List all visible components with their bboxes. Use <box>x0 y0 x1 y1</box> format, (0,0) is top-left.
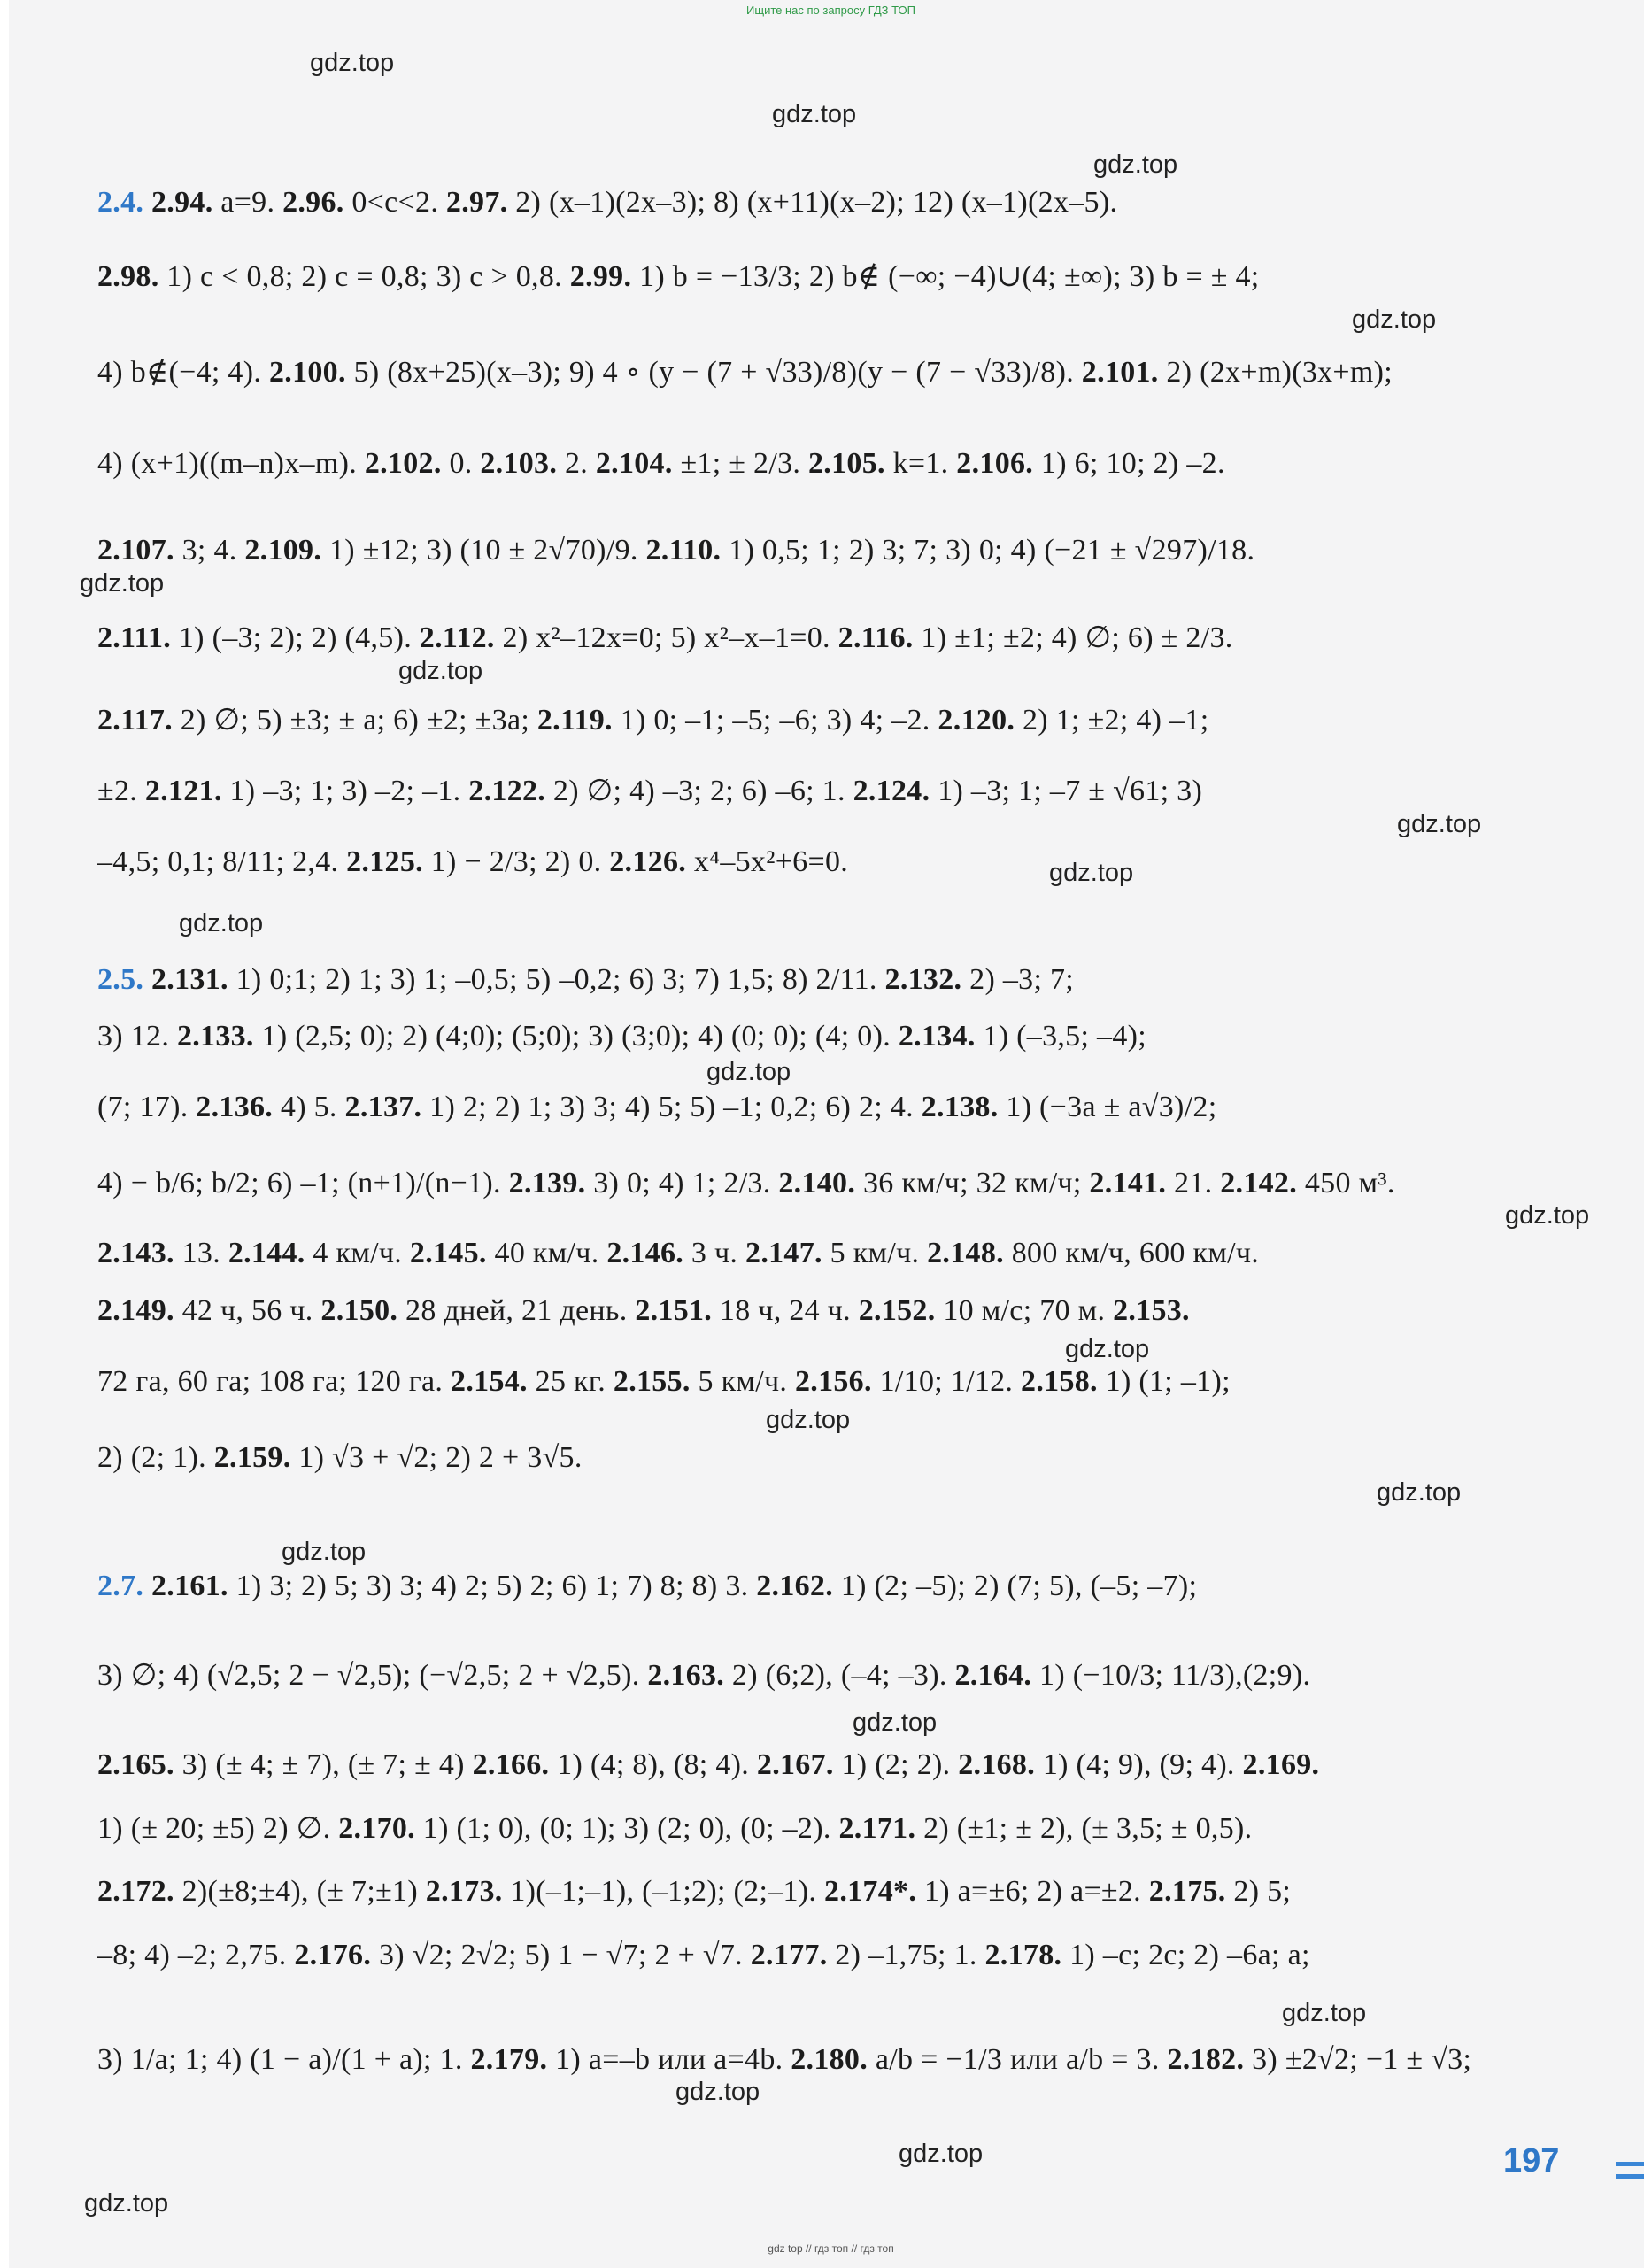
answer-text: 800 км/ч, 600 км/ч. <box>1003 1237 1260 1269</box>
problem-number: 2.146. <box>606 1237 684 1269</box>
problem-number: 2.94. <box>151 186 213 219</box>
answer-text: x⁴–5x²+6=0. <box>686 845 849 878</box>
problem-number: 2.104. <box>595 447 673 480</box>
answer-text: 3; 4. <box>174 534 245 567</box>
watermark: gdz.top <box>80 569 165 598</box>
problem-number: 2.153. <box>1113 1294 1190 1327</box>
page-number: 197 <box>1503 2142 1560 2179</box>
problem-number: 2.180. <box>791 2043 868 2076</box>
answer-text: 28 дней, 21 день. <box>397 1294 636 1327</box>
answer-line <box>97 963 1558 997</box>
problem-number: 2.156. <box>794 1365 872 1398</box>
answer-text: 1)(–1;–1), (–1;2); (2;–1). <box>502 1875 825 1908</box>
answer-text: 0. <box>441 447 481 480</box>
answer-text: 1) –c; 2c; 2) –6a; a; <box>1061 1939 1310 1971</box>
problem-number: 2.97. <box>445 186 508 219</box>
answer-text: 36 км/ч; 32 км/ч; <box>855 1167 1090 1200</box>
answer-text: 1) c < 0,8; 2) c = 0,8; 3) c > 0,8. <box>158 260 570 293</box>
watermark: gdz.top <box>1049 859 1134 887</box>
problem-number: 2.110. <box>645 534 722 567</box>
answer-text: 2. <box>557 447 596 480</box>
answer-text: 2)(±8;±4), (± 7;±1) <box>174 1875 426 1908</box>
problem-number: 2.151. <box>635 1294 713 1327</box>
answer-text: 5 км/ч. <box>690 1365 795 1398</box>
answer-text: 3 ч. <box>683 1237 746 1269</box>
problem-number: 2.164. <box>954 1659 1032 1692</box>
watermark: gdz.top <box>675 2078 760 2106</box>
problem-number: 2.131. <box>151 963 228 996</box>
answer-text: 1) (4; 9), (9; 4). <box>1035 1748 1243 1781</box>
problem-number: 2.124. <box>853 775 930 807</box>
problem-number: 2.175. <box>1148 1875 1226 1908</box>
answer-text: 1) –3; 1; 3) –2; –1. <box>221 775 469 807</box>
watermark: gdz.top <box>853 1709 938 1737</box>
answer-text: 1) (–3; 2); 2) (4,5). <box>171 621 420 654</box>
answer-text: 25 кг. <box>527 1365 614 1398</box>
answer-text: 18 ч, 24 ч. <box>712 1294 859 1327</box>
answer-text: ±1; ± 2/3. <box>672 447 808 480</box>
problem-number: 2.154. <box>451 1365 528 1398</box>
bottom-banner: gdz top // гдз топ // гдз топ <box>768 2242 894 2255</box>
problem-number: 2.133. <box>176 1020 254 1053</box>
watermark: gdz.top <box>766 1406 851 1434</box>
problem-number: 2.96. <box>282 186 344 219</box>
problem-number: 2.143. <box>97 1237 174 1269</box>
watermark: gdz.top <box>706 1058 791 1086</box>
answer-text: 40 км/ч. <box>486 1237 607 1269</box>
problem-number: 2.161. <box>151 1570 228 1602</box>
problem-number: 2.144. <box>228 1237 305 1269</box>
problem-number: 2.142. <box>1220 1167 1298 1200</box>
answer-text: 3) √2; 2√2; 5) 1 − √7; 2 + √7. <box>371 1939 751 1971</box>
answer-text: 21. <box>1166 1167 1221 1200</box>
problem-number: 2.140. <box>778 1167 856 1200</box>
problem-number: 2.125. <box>346 845 423 878</box>
problem-number: 2.158. <box>1021 1365 1098 1398</box>
problem-number: 2.134. <box>898 1020 976 1053</box>
answer-line <box>97 534 1558 567</box>
answer-text: 1) (−10/3; 11/3),(2;9). <box>1031 1659 1311 1692</box>
answer-text: 5) (8x+25)(x–3); 9) 4 ∘ (y − (7 + √33)/8)(y − (7 − √33)/8). <box>345 356 1082 389</box>
answer-line <box>97 1237 1558 1270</box>
answer-text: 1) 2; 2) 1; 3) 3; 4) 5; 5) –1; 0,2; 6) 2; 4. <box>421 1091 922 1123</box>
answer-text: 1) a=–b или a=4b. <box>547 2043 791 2076</box>
answer-text: a=9. <box>212 186 283 219</box>
answer-text: 3) ±2√2; −1 ± √3; <box>1244 2043 1472 2076</box>
problem-number: 2.106. <box>956 447 1034 480</box>
answer-text: 3) 0; 4) 1; 2/3. <box>585 1167 779 1200</box>
answer-text: 3) 12. <box>97 1020 177 1053</box>
answer-text: k=1. <box>884 447 957 480</box>
problem-number: 2.177. <box>750 1939 828 1971</box>
problem-number: 2.168. <box>958 1748 1036 1781</box>
problem-number: 2.101. <box>1081 356 1159 389</box>
problem-number: 2.182. <box>1167 2043 1245 2076</box>
problem-number: 2.116. <box>837 621 914 654</box>
answer-text: 3) 1/a; 1; 4) (1 − a)/(1 + a); 1. <box>97 2043 471 2076</box>
page <box>9 0 1644 2268</box>
answer-text: 1) (–3,5; –4); <box>975 1020 1146 1053</box>
watermark: gdz.top <box>1377 1478 1462 1507</box>
problem-number: 2.173. <box>425 1875 503 1908</box>
answer-text: 450 м³. <box>1297 1167 1395 1200</box>
answer-text: 2) (x–1)(2x–3); 8) (x+11)(x–2); 12) (x–1)(2x–5). <box>507 186 1118 219</box>
page-edge-bar <box>1616 2162 1644 2166</box>
answer-text: 1) 3; 2) 5; 3) 3; 4) 2; 5) 2; 6) 1; 7) 8; 8) 3. <box>228 1570 757 1602</box>
section-label: 2.5. <box>97 963 151 996</box>
problem-number: 2.163. <box>647 1659 725 1692</box>
answer-text: 5 км/ч. <box>822 1237 928 1269</box>
problem-number: 2.109. <box>244 534 322 567</box>
answer-text: 1) − 2/3; 2) 0. <box>422 845 610 878</box>
answer-line <box>97 1020 1558 1053</box>
problem-number: 2.121. <box>144 775 222 807</box>
answer-line <box>97 1748 1558 1782</box>
answer-text: 2) x²–12x=0; 5) x²–x–1=0. <box>494 621 838 654</box>
answer-line <box>97 845 1558 879</box>
answer-text: 1) (−3a ± a√3)/2; <box>998 1091 1217 1123</box>
watermark: gdz.top <box>1397 810 1482 838</box>
problem-number: 2.105. <box>808 447 885 480</box>
answer-text: 1) √3 + √2; 2) 2 + 3√5. <box>290 1441 583 1474</box>
answer-text: 1) (± 20; ±5) 2) ∅. <box>97 1812 339 1845</box>
answer-line <box>97 1939 1558 1972</box>
problem-number: 2.176. <box>294 1939 372 1971</box>
answer-line <box>97 1365 1558 1399</box>
answer-text: 1) a=±6; 2) a=±2. <box>916 1875 1149 1908</box>
problem-number: 2.149. <box>97 1294 174 1327</box>
answer-text: 2) (6;2), (–4; –3). <box>724 1659 955 1692</box>
problem-number: 2.132. <box>884 963 962 996</box>
problem-number: 2.137. <box>344 1091 422 1123</box>
problem-number: 2.126. <box>609 845 687 878</box>
answer-line <box>97 1167 1558 1200</box>
watermark: gdz.top <box>1093 150 1178 179</box>
problem-number: 2.141. <box>1089 1167 1167 1200</box>
watermark: gdz.top <box>84 2189 169 2218</box>
answer-text: 4) (x+1)((m–n)x–m). <box>97 447 365 480</box>
answer-text: 2) –3; 7; <box>961 963 1075 996</box>
answer-text: 3) (± 4; ± 7), (± 7; ± 4) <box>174 1748 473 1781</box>
answer-text: 13. <box>174 1237 228 1269</box>
problem-number: 2.120. <box>938 704 1015 737</box>
problem-number: 2.119. <box>536 704 613 737</box>
answer-line <box>97 1441 1558 1475</box>
answer-text: 1/10; 1/12. <box>871 1365 1022 1398</box>
problem-number: 2.166. <box>472 1748 550 1781</box>
page-edge-bar <box>1616 2174 1644 2179</box>
problem-number: 2.178. <box>984 1939 1062 1971</box>
watermark: gdz.top <box>1065 1335 1150 1363</box>
answer-text: 0<c<2. <box>343 186 446 219</box>
answer-text: 1) 0,5; 1; 2) 3; 7; 3) 0; 4) (−21 ± √297)/18. <box>721 534 1255 567</box>
answer-text: 10 м/с; 70 м. <box>935 1294 1114 1327</box>
answer-text: 1) –3; 1; –7 ± √61; 3) <box>930 775 1203 807</box>
answer-text: 4) − b/6; b/2; 6) –1; (n+1)/(n−1). <box>97 1167 509 1200</box>
answer-text: 1) 0;1; 2) 1; 3) 1; –0,5; 5) –0,2; 6) 3; 7) 1,5; 8) 2/11. <box>228 963 885 996</box>
answer-text: 4) b∉(−4; 4). <box>97 356 269 389</box>
problem-number: 2.112. <box>419 621 495 654</box>
answer-text: ±2. <box>97 775 145 807</box>
answer-text: –4,5; 0,1; 8/11; 2,4. <box>97 845 347 878</box>
problem-number: 2.138. <box>921 1091 999 1123</box>
problem-number: 2.98. <box>97 260 159 293</box>
problem-number: 2.147. <box>745 1237 822 1269</box>
problem-number: 2.150. <box>320 1294 398 1327</box>
answer-text: (7; 17). <box>97 1091 197 1123</box>
problem-number: 2.117. <box>97 704 173 737</box>
answer-line <box>97 258 1558 294</box>
answer-text: 1) 6; 10; 2) –2. <box>1033 447 1225 480</box>
answer-line <box>97 1657 1558 1693</box>
problem-number: 2.170. <box>338 1812 415 1845</box>
problem-number: 2.167. <box>756 1748 834 1781</box>
answer-text: 1) ±1; ±2; 4) ∅; 6) ± 2/3. <box>913 621 1233 654</box>
answer-text: 1) ±12; 3) (10 ± 2√70)/9. <box>321 534 646 567</box>
answer-line <box>97 447 1558 481</box>
problem-number: 2.103. <box>480 447 558 480</box>
answer-text: 3) ∅; 4) (√2,5; 2 − √2,5); (−√2,5; 2 + √2,5). <box>97 1659 648 1692</box>
answer-text: 1) (1; 0), (0; 1); 3) (2; 0), (0; –2). <box>415 1812 839 1845</box>
problem-number: 2.171. <box>838 1812 916 1845</box>
answer-text: 1) b = −13/3; 2) b∉ (−∞; −4)∪(4; ±∞); 3) b = ± 4; <box>631 260 1260 293</box>
answer-line <box>97 2043 1558 2077</box>
answer-line <box>97 1810 1558 1846</box>
problem-number: 2.179. <box>470 2043 548 2076</box>
watermark: gdz.top <box>1352 305 1437 334</box>
section-label: 2.7. <box>97 1570 151 1602</box>
answer-text: 1) (4; 8), (8; 4). <box>549 1748 757 1781</box>
problem-number: 2.155. <box>613 1365 691 1398</box>
problem-number: 2.111. <box>97 621 172 654</box>
answer-line <box>97 1091 1558 1124</box>
answer-line <box>97 186 1558 220</box>
answer-text: 4) 5. <box>273 1091 345 1123</box>
problem-number: 2.107. <box>97 534 174 567</box>
answer-line <box>97 620 1558 655</box>
answer-text: 4 км/ч. <box>305 1237 410 1269</box>
watermark: gdz.top <box>772 100 857 128</box>
problem-number: 2.102. <box>364 447 442 480</box>
problem-number: 2.165. <box>97 1748 174 1781</box>
answer-text: 2) (2x+m)(3x+m); <box>1158 356 1393 389</box>
answer-text: 1) (2; –5); 2) (7; 5), (–5; –7); <box>833 1570 1198 1602</box>
watermark: gdz.top <box>1505 1201 1590 1230</box>
watermark: gdz.top <box>398 657 483 685</box>
problem-number: 2.159. <box>213 1441 291 1474</box>
answer-text: 1) 0; –1; –5; –6; 3) 4; –2. <box>612 704 938 737</box>
top-banner: Ищите нас по запросу ГДЗ ТОП <box>746 4 915 17</box>
problem-number: 2.99. <box>569 260 632 293</box>
answer-text: 2) ∅; 4) –3; 2; 6) –6; 1. <box>545 775 853 807</box>
watermark: gdz.top <box>282 1538 367 1566</box>
watermark: gdz.top <box>1282 1999 1367 2027</box>
answer-text: 72 га, 60 га; 108 га; 120 га. <box>97 1365 452 1398</box>
answer-text: 2) (2; 1). <box>97 1441 214 1474</box>
problem-number: 2.162. <box>756 1570 834 1602</box>
answer-text: 1) (1; –1); <box>1097 1365 1231 1398</box>
watermark: gdz.top <box>899 2140 984 2168</box>
answer-line <box>97 702 1558 737</box>
problem-number: 2.122. <box>468 775 546 807</box>
answer-text: 1) (2,5; 0); 2) (4;0); (5;0); 3) (3;0); 4) (0; 0); (4; 0). <box>253 1020 899 1053</box>
answer-line <box>97 354 1558 390</box>
problem-number: 2.172. <box>97 1875 174 1908</box>
problem-number: 2.174*. <box>824 1875 917 1908</box>
answer-line <box>97 1875 1558 1909</box>
answer-text: 2) 5; <box>1225 1875 1292 1908</box>
answer-line <box>97 773 1558 808</box>
section-label: 2.4. <box>97 186 151 219</box>
answer-text: 2) 1; ±2; 4) –1; <box>1015 704 1209 737</box>
answer-text: 42 ч, 56 ч. <box>174 1294 321 1327</box>
answer-line <box>97 1294 1558 1328</box>
problem-number: 2.136. <box>196 1091 274 1123</box>
answer-text: 2) (±1; ± 2), (± 3,5; ± 0,5). <box>915 1812 1253 1845</box>
problem-number: 2.100. <box>268 356 346 389</box>
problem-number: 2.169. <box>1242 1748 1320 1781</box>
answer-text: 1) (2; 2). <box>833 1748 959 1781</box>
answer-text: a/b = −1/3 или a/b = 3. <box>868 2043 1168 2076</box>
answer-text: 2) ∅; 5) ±3; ± a; 6) ±2; ±3a; <box>172 704 537 737</box>
problem-number: 2.152. <box>858 1294 936 1327</box>
watermark: gdz.top <box>310 49 395 77</box>
problem-number: 2.148. <box>927 1237 1004 1269</box>
watermark: gdz.top <box>179 909 264 937</box>
problem-number: 2.145. <box>409 1237 487 1269</box>
answer-text: 2) –1,75; 1. <box>827 1939 985 1971</box>
answer-text: –8; 4) –2; 2,75. <box>97 1939 295 1971</box>
answer-line <box>97 1570 1558 1603</box>
problem-number: 2.139. <box>508 1167 586 1200</box>
